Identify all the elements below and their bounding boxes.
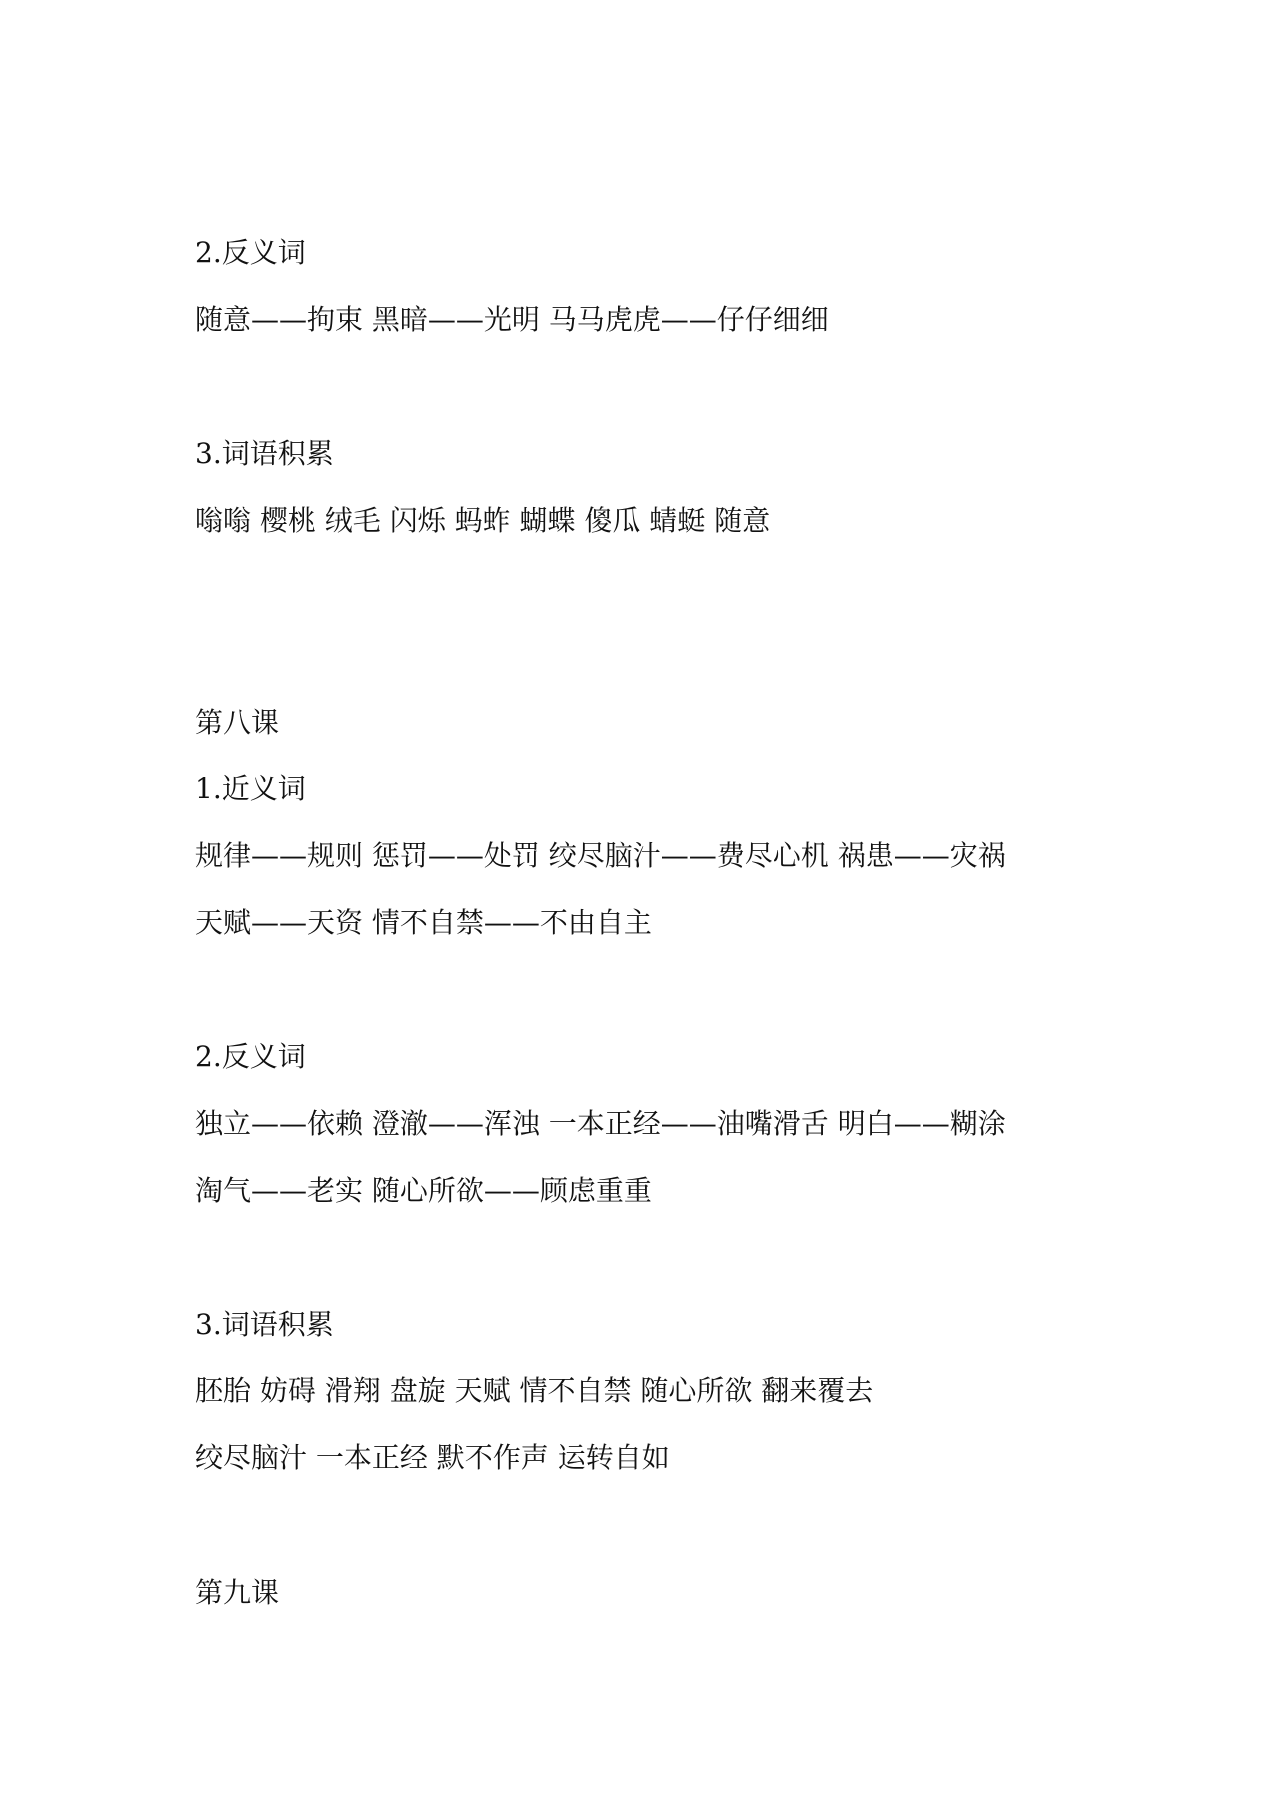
lesson-title-8: 第八课 bbox=[195, 706, 280, 739]
section-heading-antonyms: 2.反义词 bbox=[195, 236, 306, 269]
vocabulary-line: 嗡嗡 樱桃 绒毛 闪烁 蚂蚱 蝴蝶 傻瓜 蜻蜓 随意 bbox=[195, 504, 771, 537]
section-heading-vocabulary: 3.词语积累 bbox=[195, 437, 334, 470]
vocabulary-line: 绞尽脑汁 一本正经 默不作声 运转自如 bbox=[195, 1441, 670, 1474]
section-heading-antonyms: 2.反义词 bbox=[195, 1040, 306, 1073]
section-heading-synonyms: 1.近义词 bbox=[195, 772, 306, 805]
antonyms-line: 随意——拘束 黑暗——光明 马马虎虎——仔仔细细 bbox=[195, 303, 829, 336]
lesson-title-9: 第九课 bbox=[195, 1576, 280, 1609]
synonyms-line: 规律——规则 惩罚——处罚 绞尽脑汁——费尽心机 祸患——灾祸 bbox=[195, 839, 1006, 872]
antonyms-line: 独立——依赖 澄澈——浑浊 一本正经——油嘴滑舌 明白——糊涂 bbox=[195, 1107, 1006, 1140]
antonyms-line: 淘气——老实 随心所欲——顾虑重重 bbox=[195, 1174, 652, 1207]
vocabulary-line: 胚胎 妨碍 滑翔 盘旋 天赋 情不自禁 随心所欲 翻来覆去 bbox=[195, 1374, 874, 1407]
section-heading-vocabulary: 3.词语积累 bbox=[195, 1308, 334, 1341]
synonyms-line: 天赋——天资 情不自禁——不由自主 bbox=[195, 906, 652, 939]
